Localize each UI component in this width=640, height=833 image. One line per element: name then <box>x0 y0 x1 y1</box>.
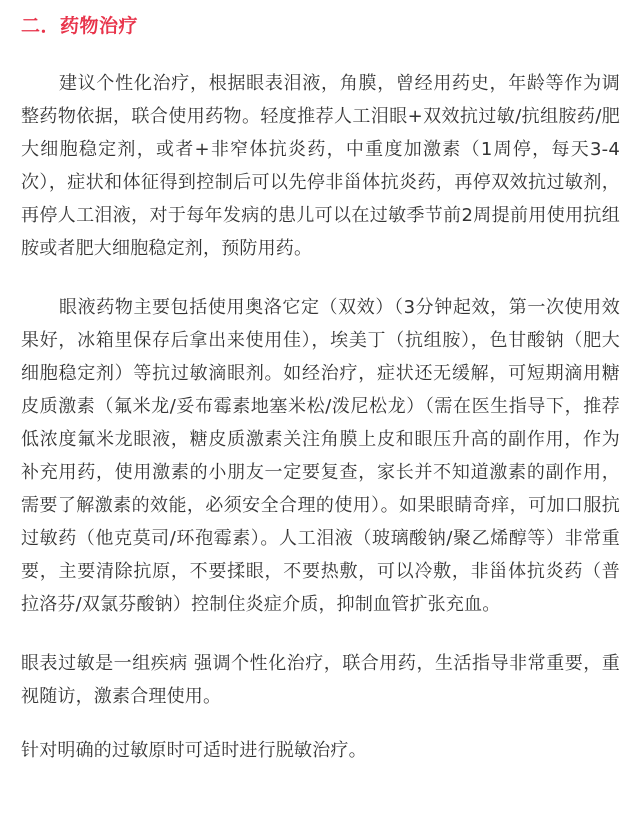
paragraph-summary: 眼表过敏是一组疾病 强调个性化治疗，联合用药，生活指导非常重要，重视随访，激素合理使用。 <box>21 653 620 707</box>
section-title: 二．药物治疗 <box>21 15 139 37</box>
paragraph-eye-drops: 眼液药物主要包括使用奥洛它定（双效）（3分钟起效，第一次使用效果好，冰箱里保存后拿出来使用佳），埃美丁（抗组胺），色甘酸钠（肥大细胞稳定剂）等抗过敏滴眼剂。如经治疗，症状还无缓解，可短期滴用糖皮质激素（氟米龙/妥布霉素地塞米松/泼尼松龙）（需在医生指导下，推荐低浓度氟米龙眼液，糖皮质激素关注角膜上皮和眼压升高的副作用，作为补充用药，使用激素的小朋友一定要复查，家长并不知道激素的副作用，需要了解激素的效能，必须安全合理的使用）。如果眼睛奇痒，可加口服抗过敏药（他克莫司/环孢霉素）。人工泪液（玻璃酸钠/聚乙烯醇等）非常重要，主要清除抗原，不要揉眼，不要热敷，可以冷敷，非甾体抗炎药（普拉洛芬/双氯芬酸钠）控制住炎症介质，抑制血管扩张充血。 <box>21 297 620 615</box>
paragraph-desensitization: 针对明确的过敏原时可适时进行脱敏治疗。 <box>21 740 367 761</box>
paragraph-treatment-strategy: 建议个性化治疗，根据眼表泪液，角膜，曾经用药史，年龄等作为调整药物依据，联合使用药物。轻度推荐人工泪眼+双效抗过敏/抗组胺药/肥大细胞稳定剂，或者+非窄体抗炎药，中重度加激素（1周停，每天3-4次），症状和体征得到控制后可以先停非甾体抗炎药，再停双效抗过敏剂，再停人工泪液，对于每年发病的患儿可以在过敏季节前2周提前用使用抗组胺或者肥大细胞稳定剂，预防用药。 <box>21 73 620 259</box>
